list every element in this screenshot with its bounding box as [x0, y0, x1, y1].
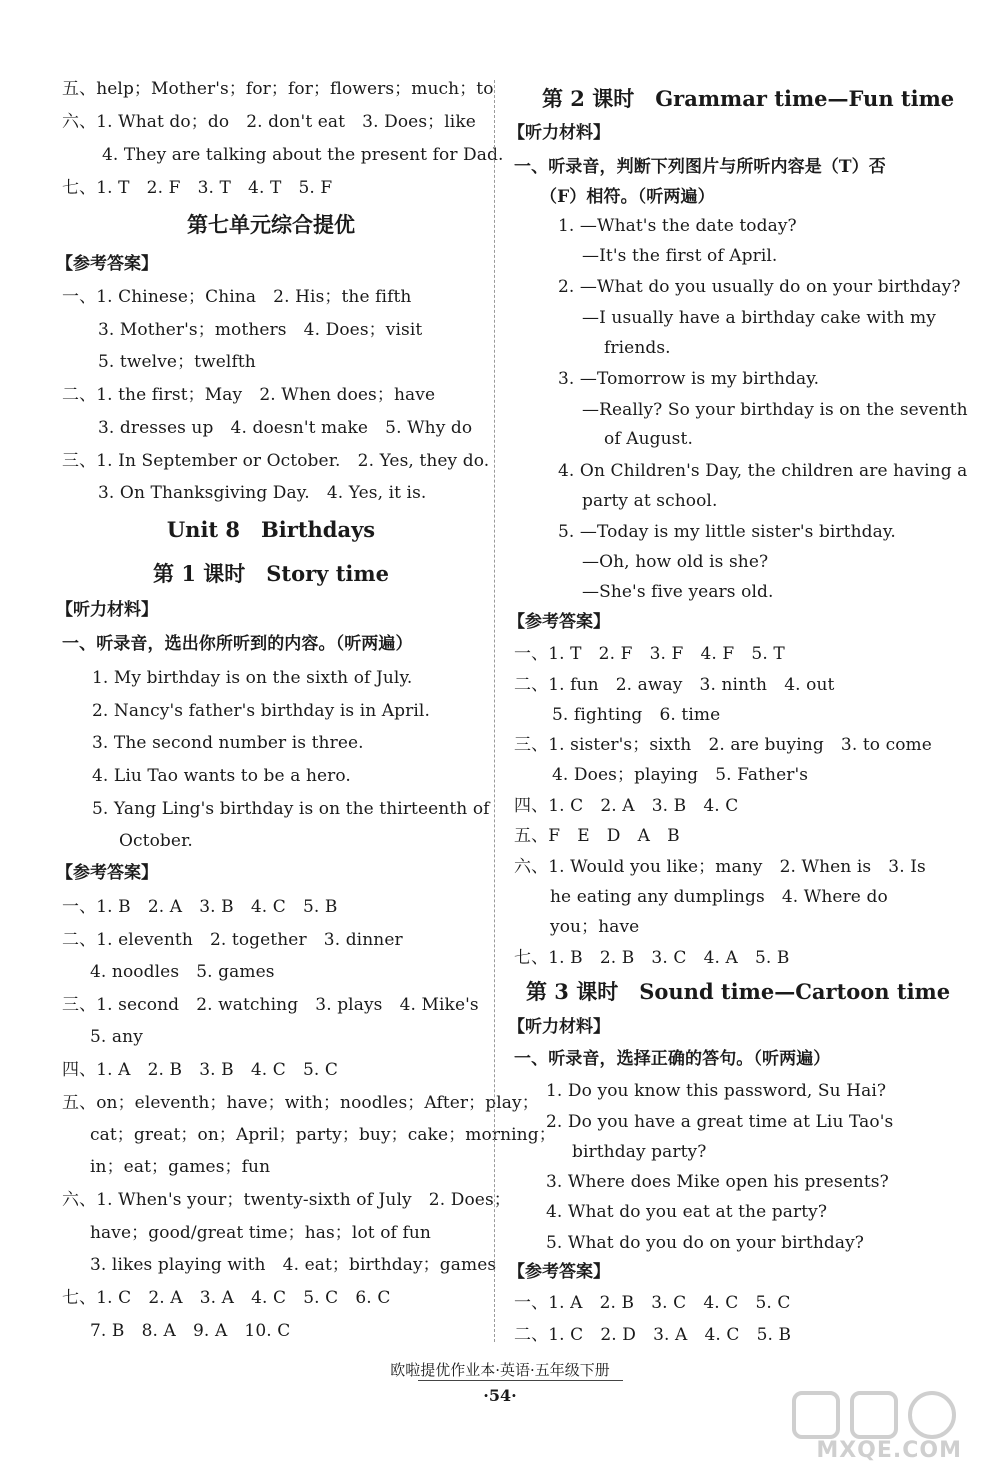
right-line-18: 一、1. T 2. F 3. F 4. F 5. T — [514, 644, 785, 664]
right-line-6: 2. —What do you usually do on your birthday? — [558, 277, 961, 297]
right-line-20: 5. fighting 6. time — [552, 705, 721, 725]
right-line-5: —It's the first of April. — [582, 246, 778, 266]
right-bracket-38: 【参考答案】 — [508, 1262, 610, 1282]
watermark-logo — [780, 1387, 980, 1463]
right-line-13: party at school. — [582, 491, 718, 511]
left-line-18: 2. Nancy's father's birthday is in April. — [92, 701, 430, 721]
left-heading-4: 第七单元综合提优 — [187, 212, 355, 237]
right-line-22: 4. Does；playing 5. Father's — [552, 765, 809, 785]
right-line-40: 二、1. C 2. D 3. A 4. C 5. B — [514, 1325, 792, 1345]
left-line-10: 3. dresses up 4. doesn't make 5. Why do — [98, 418, 473, 438]
left-line-6: 一、1. Chinese；China 2. His；the fifth — [62, 287, 412, 307]
left-line-20: 4. Liu Tao wants to be a hero. — [92, 766, 351, 786]
right-line-23: 四、1. C 2. A 3. B 4. C — [514, 796, 739, 816]
left-line-0: 五、help；Mother's；for；for；flowers；much；to — [62, 79, 494, 99]
left-line-19: 3. The second number is three. — [92, 733, 364, 753]
left-line-30: 五、on；eleventh；have；with；noodles；After；play； — [62, 1093, 539, 1113]
right-line-39: 一、1. A 2. B 3. C 4. C 5. C — [514, 1293, 791, 1313]
right-line-24: 五、F E D A B — [514, 826, 680, 846]
right-line-8: friends. — [604, 338, 671, 358]
right-line-28: 七、1. B 2. B 3. C 4. A 5. B — [514, 948, 790, 968]
right-line-25: 六、1. Would you like；many 2. When is 3. Is — [514, 857, 926, 877]
right-line-36: 4. What do you eat at the party? — [546, 1202, 828, 1222]
right-bracket-17: 【参考答案】 — [508, 612, 610, 632]
right-line-3: （F）相符。（听两遍） — [540, 187, 715, 207]
left-line-29: 四、1. A 2. B 3. B 4. C 5. C — [62, 1060, 338, 1080]
left-line-27: 三、1. second 2. watching 3. plays 4. Mike's — [62, 995, 479, 1015]
right-line-14: 5. —Today is my little sister's birthday. — [558, 522, 896, 542]
right-line-15: —Oh, how old is she? — [582, 552, 769, 572]
footer-book-title: 欧啦提优作业本·英语·五年级下册 — [390, 1361, 610, 1379]
right-line-11: of August. — [604, 429, 693, 449]
left-line-25: 二、1. eleventh 2. together 3. dinner — [62, 930, 403, 950]
left-line-7: 3. Mother's；mothers 4. Does；visit — [98, 320, 423, 340]
left-line-37: 7. B 8. A 9. A 10. C — [90, 1321, 291, 1341]
footer-rule — [418, 1380, 623, 1381]
left-line-21: 5. Yang Ling's birthday is on the thirteenth of — [92, 799, 490, 819]
left-heading-13: Unit 8 Birthdays — [166, 517, 376, 542]
right-line-7: —I usually have a birthday cake with my — [582, 308, 936, 328]
left-line-32: in；eat；games；fun — [90, 1157, 271, 1177]
right-line-31: 一、听录音，选择正确的答句。（听两遍） — [514, 1049, 831, 1069]
right-line-4: 1. —What's the date today? — [558, 216, 797, 236]
right-bracket-1: 【听力材料】 — [508, 123, 610, 143]
right-line-33: 2. Do you have a great time at Liu Tao's — [546, 1112, 894, 1132]
right-line-19: 二、1. fun 2. away 3. ninth 4. out — [514, 675, 835, 695]
left-line-11: 三、1. In September or October. 2. Yes, they do. — [62, 451, 490, 471]
right-line-26: he eating any dumplings 4. Where do — [550, 887, 888, 907]
right-line-21: 三、1. sister's；sixth 2. are buying 3. to come — [514, 735, 932, 755]
left-line-3: 七、1. T 2. F 3. T 4. T 5. F — [62, 178, 333, 198]
left-line-36: 七、1. C 2. A 3. A 4. C 5. C 6. C — [62, 1288, 391, 1308]
right-line-32: 1. Do you know this password, Su Hai? — [546, 1081, 887, 1101]
watermark-emblem-icon — [780, 1387, 980, 1443]
right-heading-0: 第 2 课时 Grammar time—Fun time — [542, 86, 955, 111]
right-line-12: 4. On Children's Day, the children are having a — [558, 461, 968, 481]
right-heading-29: 第 3 课时 Sound time—Cartoon time — [526, 979, 951, 1004]
watermark-text: MXQE.COM — [816, 1438, 962, 1463]
left-bracket-5: 【参考答案】 — [56, 254, 158, 274]
left-heading-14: 第 1 课时 Story time — [153, 561, 389, 586]
left-line-9: 二、1. the first；May 2. When does；have — [62, 385, 436, 405]
right-line-9: 3. —Tomorrow is my birthday. — [558, 369, 820, 389]
column-divider — [494, 80, 495, 1342]
left-line-12: 3. On Thanksgiving Day. 4. Yes, it is. — [98, 483, 427, 503]
left-line-28: 5. any — [90, 1027, 143, 1047]
left-line-33: 六、1. When's your；twenty-sixth of July 2. Does； — [62, 1190, 511, 1210]
left-line-26: 4. noodles 5. games — [90, 962, 275, 982]
left-line-2: 4. They are talking about the present for Dad. — [102, 145, 504, 165]
left-line-16: 一、听录音，选出你所听到的内容。（听两遍） — [62, 634, 413, 654]
left-line-35: 3. likes playing with 4. eat；birthday；games — [90, 1255, 497, 1275]
right-line-37: 5. What do you do on your birthday? — [546, 1233, 865, 1253]
left-line-31: cat；great；on；April；party；buy；cake；morning； — [90, 1125, 556, 1145]
left-bracket-23: 【参考答案】 — [56, 863, 158, 883]
left-line-34: have；good/great time；has；lot of fun — [90, 1223, 431, 1243]
right-line-2: 一、听录音，判断下列图片与所听内容是（T）否 — [514, 157, 886, 177]
right-bracket-30: 【听力材料】 — [508, 1017, 610, 1037]
page-number: ·54· — [483, 1386, 517, 1405]
right-line-10: —Really? So your birthday is on the seventh — [582, 400, 968, 420]
left-line-8: 5. twelve；twelfth — [98, 352, 256, 372]
left-line-22: October. — [119, 831, 193, 851]
left-bracket-15: 【听力材料】 — [56, 600, 158, 620]
right-line-35: 3. Where does Mike open his presents? — [546, 1172, 889, 1192]
right-line-34: birthday party? — [572, 1142, 707, 1162]
left-line-1: 六、1. What do；do 2. don't eat 3. Does；like — [62, 112, 476, 132]
left-line-24: 一、1. B 2. A 3. B 4. C 5. B — [62, 897, 338, 917]
right-line-27: you；have — [550, 917, 640, 937]
left-line-17: 1. My birthday is on the sixth of July. — [92, 668, 413, 688]
right-line-16: —She's five years old. — [582, 582, 774, 602]
